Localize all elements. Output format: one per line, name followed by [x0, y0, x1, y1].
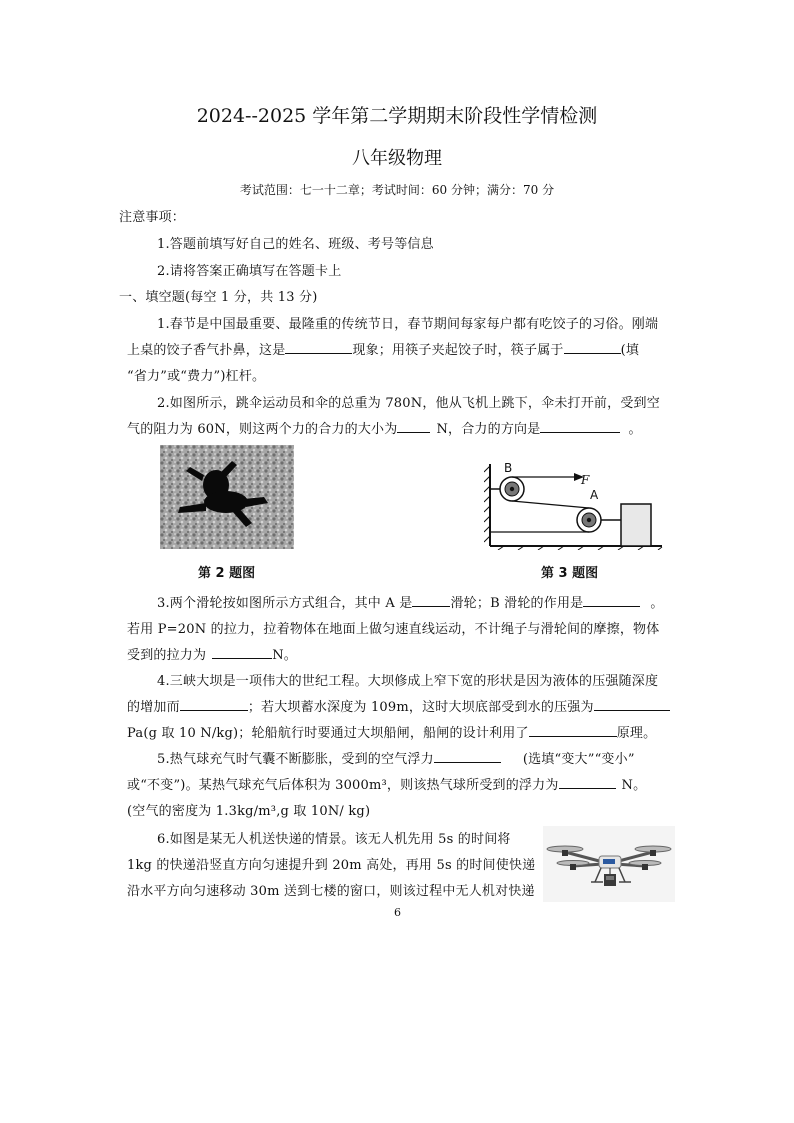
pulley-diagram [484, 458, 664, 550]
q4-line-2 [127, 696, 670, 715]
q2-line-2 [127, 418, 642, 437]
q5-blank-2[interactable] [559, 776, 616, 789]
q3-blank-1[interactable] [412, 594, 450, 607]
q6-line-1: 6.如图是某无人机送快递的情景。该无人机先用 5s 的时间将 [157, 832, 511, 847]
skydiver-photo [160, 445, 294, 549]
q2-line-1: 2.如图所示，跳伞运动员和伞的总重为 780N，他从飞机上跳下，伞未打开前，受到空 [157, 396, 660, 411]
q4-line-3 [127, 722, 656, 741]
q3-line-2: 若用 P=20N 的拉力，拉着物体在地面上做匀速直线运动，不计绳子与滑轮间的摩擦，物体 [127, 622, 660, 637]
label-f: F [581, 473, 590, 487]
figure-2-caption: 第 2 题图 [198, 566, 256, 581]
q4-text-c: Pa(g 取 10 N/kg)；轮船航行时要通过大坝船闸，船闸的设计利用了 [127, 726, 529, 741]
q6-line-2: 1kg 的快递沿竖直方向匀速提升到 20m 高处，再用 5s 的时间使快递 [127, 858, 536, 873]
q2-text-b: N，合力的方向是 [436, 422, 541, 437]
label-a: A [590, 488, 599, 502]
q3-text-c: 。 [650, 596, 664, 611]
q4-text-d: 原理。 [616, 726, 657, 741]
notice-heading: 注意事项： [119, 210, 186, 225]
q2-text-c: 。 [628, 422, 642, 437]
q1-line-3: “省力”或“费力”)杠杆。 [127, 369, 266, 384]
q1-blank-1[interactable] [285, 341, 352, 354]
exam-info: 考试范围：七一十二章；考试时间：60 分钟；满分：70 分 [239, 183, 555, 197]
q5-text-d: N。 [621, 778, 647, 793]
q5-line-1 [157, 748, 635, 767]
q1-text-b: 现象；用筷子夹起饺子时，筷子属于 [352, 343, 564, 358]
q5-text-b: (选填“变大”“变小” [522, 752, 635, 767]
section-heading: 一、填空题(每空 1 分，共 13 分) [119, 290, 318, 305]
q2-text-a: 气的阻力为 60N，则这两个力的合力的大小为 [127, 422, 398, 437]
q5-line-3: (空气的密度为 1.3kg/m³,g 取 10N/ kg) [127, 804, 371, 819]
exam-subject: 八年级物理 [352, 148, 442, 169]
q3-blank-3[interactable] [212, 646, 272, 659]
q1-line-1: 1.春节是中国最重要、最隆重的传统节日，春节期间每家每户都有吃饺子的习俗。刚端 [157, 317, 659, 332]
q1-blank-2[interactable] [564, 341, 621, 354]
q1-text-c: (填 [620, 343, 640, 358]
figure-3-caption: 第 3 题图 [541, 566, 599, 581]
q3-blank-2[interactable] [583, 594, 640, 607]
page-number: 6 [394, 906, 401, 919]
q2-blank-1[interactable] [397, 420, 430, 433]
q3-line-3 [127, 644, 297, 663]
q3-text-e: N。 [272, 648, 297, 663]
q3-line-1 [157, 592, 664, 611]
q2-blank-2[interactable] [540, 420, 620, 433]
block [621, 504, 651, 546]
q4-blank-3[interactable] [529, 724, 617, 737]
q1-text-a: 上桌的饺子香气扑鼻，这是 [127, 343, 286, 358]
q5-blank-1[interactable] [434, 750, 501, 763]
q4-blank-2[interactable] [594, 698, 670, 711]
q6-line-3: 沿水平方向匀速移动 30m 送到七楼的窗口，则该过程中无人机对快递 [127, 884, 535, 899]
notice-item-1: 1.答题前填写好自己的姓名、班级、考号等信息 [157, 237, 434, 252]
q4-blank-1[interactable] [180, 698, 248, 711]
q4-line-1: 4.三峡大坝是一项伟大的世纪工程。大坝修成上窄下宽的形状是因为液体的压强随深度 [157, 674, 659, 689]
q4-text-a: 的增加而 [127, 700, 180, 715]
q3-text-d: 受到的拉力为 [127, 648, 207, 663]
q5-text-c: 或“不变”)。某热气球充气后体积为 3000m³，则该热气球所受到的浮力为 [127, 778, 559, 793]
q5-text-a: 5.热气球充气时气囊不断膨胀，受到的空气浮力 [157, 752, 434, 767]
exam-title: 2024--2025 学年第二学期期末阶段性学情检测 [196, 105, 598, 127]
q3-text-b: 滑轮；B 滑轮的作用是 [450, 596, 584, 611]
q1-line-2 [127, 339, 639, 358]
q4-text-b: ；若大坝蓄水深度为 109m，这时大坝底部受到水的压强为 [247, 700, 594, 715]
notice-item-2: 2.请将答案正确填写在答题卡上 [157, 264, 342, 279]
label-b: B [504, 461, 513, 475]
drone-photo [543, 826, 675, 902]
q3-text-a: 3.两个滑轮按如图所示方式组合，其中 A 是 [157, 596, 413, 611]
q5-line-2 [127, 774, 646, 793]
